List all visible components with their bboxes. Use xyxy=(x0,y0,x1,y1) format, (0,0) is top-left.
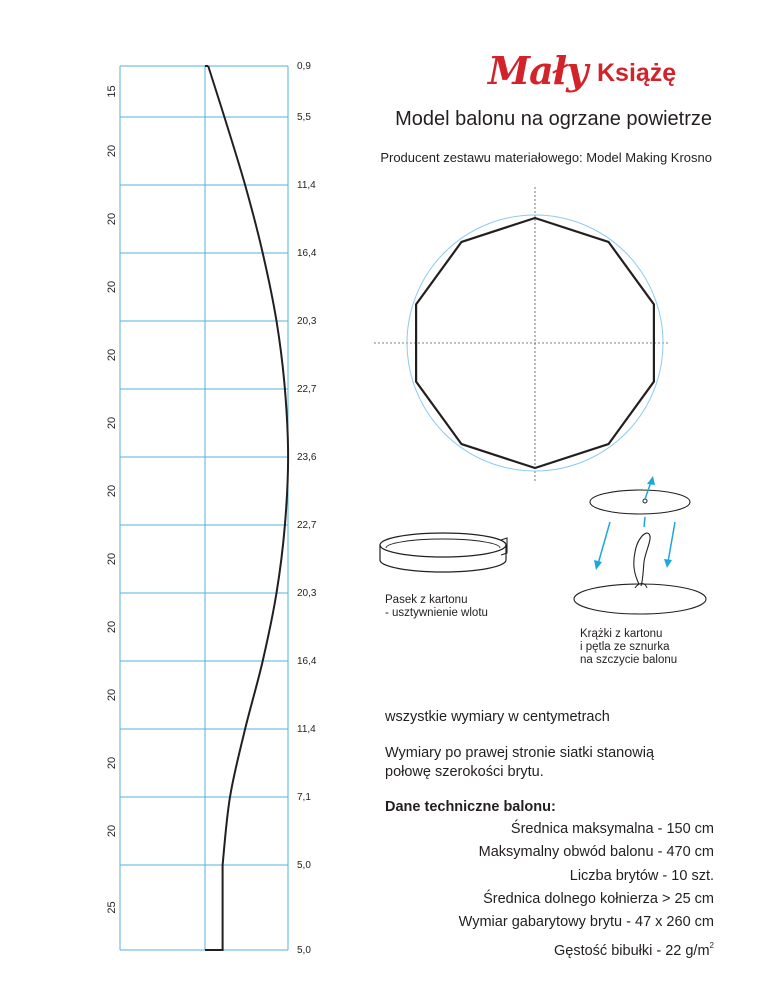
half-width-label: 7,1 xyxy=(297,792,311,803)
down-arrow-left xyxy=(598,522,610,564)
half-width-label: 20,3 xyxy=(297,588,317,599)
segment-length-label: 20 xyxy=(106,484,118,498)
specs-list xyxy=(459,818,714,964)
density-text: Gęstość bibułki - 22 g/m xyxy=(554,943,710,960)
half-width-label: 20,3 xyxy=(297,316,317,327)
half-width-label: 16,4 xyxy=(297,656,317,667)
spec-row: Maksymalny obwód balonu - 470 cm xyxy=(478,844,714,861)
cardboard-discs-illustration xyxy=(565,472,715,622)
producer-subtitle: Producent zestawu materiałowego: Model Making Krosno xyxy=(380,150,712,165)
half-width-label: 23,6 xyxy=(297,452,317,463)
page-title: Model balonu na ogrzane powietrze xyxy=(395,108,712,130)
segment-length-label: 20 xyxy=(106,416,118,430)
spec-row: Średnica maksymalna - 150 cm xyxy=(510,821,714,837)
half-width-label: 5,5 xyxy=(297,112,311,123)
segment-length-label: 20 xyxy=(106,824,118,838)
half-width-label: 11,4 xyxy=(297,180,316,191)
segment-length-label: 20 xyxy=(106,552,118,566)
segment-length-label: 15 xyxy=(106,85,118,98)
segment-length-label: 20 xyxy=(106,620,118,634)
band-caption: Pasek z kartonu - usztywnienie wlotu xyxy=(385,594,488,619)
gore-pattern-grid xyxy=(0,0,330,994)
brand-logo xyxy=(470,48,720,108)
segment-length-label: 25 xyxy=(106,901,118,914)
half-width-label: 16,4 xyxy=(297,248,317,259)
half-width-label: 0,9 xyxy=(297,61,311,72)
cardboard-band-illustration xyxy=(375,520,515,595)
discs-caption: Krążki z kartonu i pętla ze sznurka na szczycie balonu xyxy=(580,628,678,666)
specs-title: Dane techniczne balonu: xyxy=(385,799,556,815)
spec-row: Średnica dolnego kołnierza > 25 cm xyxy=(483,890,714,907)
units-note: wszystkie wymiary w centymetrach xyxy=(385,709,610,725)
brand-part-maly: Mały xyxy=(488,48,588,93)
brand-part-ksiaze: Książę xyxy=(597,59,677,87)
density-superscript: 2 xyxy=(709,941,714,951)
gore-outline-curve xyxy=(205,66,288,950)
spec-row: Wymiar gabarytowy brytu - 47 x 260 cm xyxy=(458,914,714,931)
string-loop xyxy=(634,533,650,586)
half-width-label: 11,4 xyxy=(297,724,316,735)
segment-length-label: 20 xyxy=(106,280,118,294)
bottom-disc xyxy=(574,584,706,614)
segment-length-label: 20 xyxy=(106,348,118,362)
spec-row-density xyxy=(459,934,714,963)
half-width-label: 5,0 xyxy=(297,860,311,871)
segment-length-label: 20 xyxy=(106,212,118,226)
down-arrow-right xyxy=(668,522,675,562)
spec-row: Liczba brytów - 10 szt. xyxy=(569,867,714,884)
top-disc xyxy=(590,490,690,514)
segment-length-label: 20 xyxy=(106,756,118,770)
segment-length-label: 20 xyxy=(106,144,118,158)
half-width-label: 22,7 xyxy=(297,520,317,531)
decagon-cross-section xyxy=(370,185,670,485)
segment-length-label: 20 xyxy=(106,688,118,702)
grid-note: Wymiary po prawej stronie siatki stanowią połowę szerokości brytu. xyxy=(385,745,655,780)
half-width-label: 5,0 xyxy=(297,945,311,956)
half-width-label: 22,7 xyxy=(297,384,317,395)
